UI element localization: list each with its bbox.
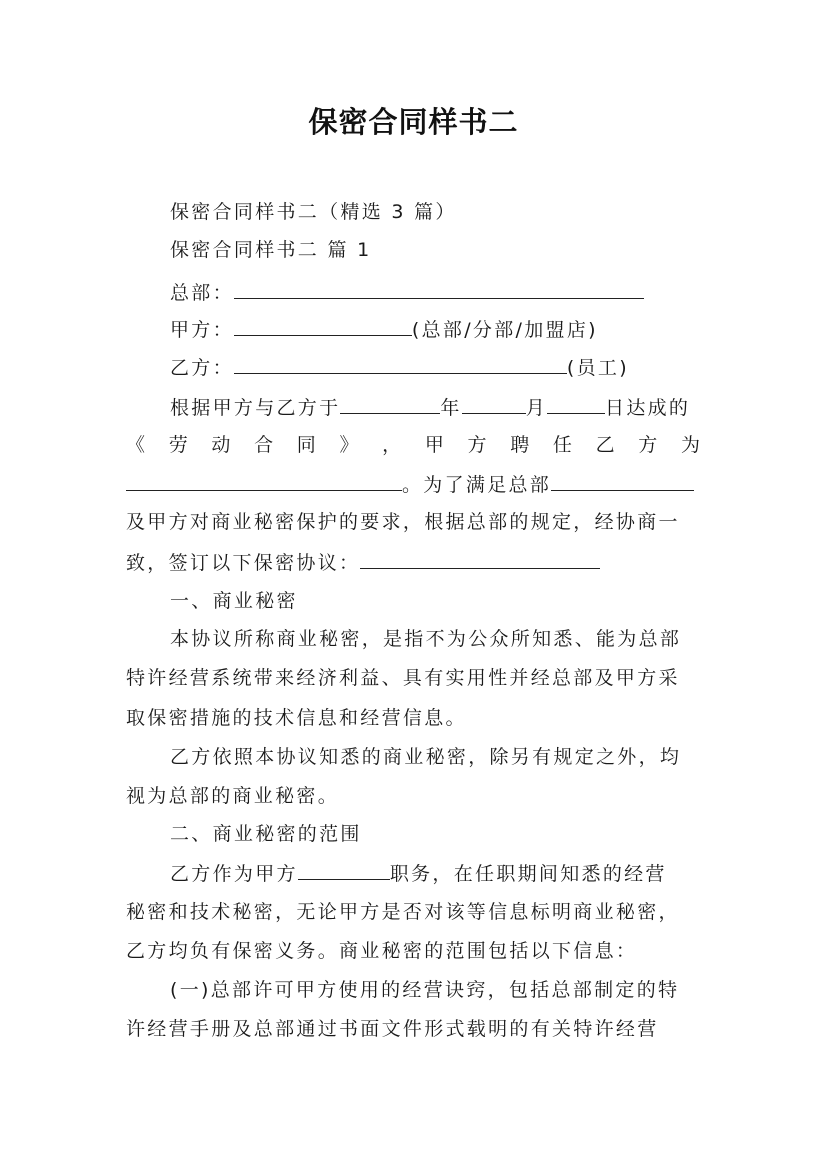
paragraph-line [126,510,680,534]
text: 乙方均负有保密义务。商业秘密的范围包括以下信息： [126,940,638,962]
char: 甲 [424,434,444,456]
party-b-line [170,355,629,380]
blank-field [298,861,390,880]
text: 年 [440,397,462,419]
text: 视为总部的商业秘密。 [126,785,340,807]
blank-field [234,317,412,336]
paragraph-line [170,395,690,420]
blank-field [462,395,526,414]
label: 甲方： [170,319,234,341]
paragraph-line [170,978,679,1002]
char: 合 [254,434,274,456]
char: 动 [211,434,231,456]
char: 同 [296,434,316,456]
char: 乙 [595,434,615,456]
text: 许经营手册及总部通过书面文件形式载明的有关特许经营 [126,1018,659,1040]
note: (员工) [566,357,629,379]
paragraph-line [126,550,600,575]
char: 为 [680,434,700,456]
paragraph-line [170,627,681,651]
text: 月 [525,397,548,419]
paragraph-line [126,706,467,730]
paragraph-line [126,939,637,963]
subtitle-line [170,200,457,224]
text: 致，签订以下保密协议： [126,552,361,574]
label: 乙方： [170,357,234,379]
document-title: 保密合同样书二 [308,105,519,139]
text: 特许经营系统带来经济利益、具有实用性并经总部及甲方采 [126,667,680,689]
blank-field [547,395,605,414]
text: 职务，在任职期间知悉的经营 [389,863,667,885]
text: 乙方作为甲方 [170,863,298,885]
char: 方 [467,434,487,456]
blank-field [360,550,600,569]
paragraph-line-justified [126,433,700,457]
char: 》 [339,434,359,456]
note: (总部/分部/加盟店) [411,319,598,341]
paragraph-line [126,900,680,924]
text: 二、商业秘密的范围 [170,823,362,845]
paragraph-line [126,784,339,808]
party-a-line [170,317,598,342]
blank-field [551,472,694,491]
text: 日达成的 [605,397,691,419]
char: 方 [638,434,658,456]
text: 根据甲方与乙方于 [170,397,341,419]
char: ， [382,434,402,456]
label: 总部： [170,282,234,304]
text: 乙方依照本协议知悉的商业秘密，除另有规定之外，均 [170,746,682,768]
paragraph-line [126,1017,659,1041]
paragraph-line [170,861,667,886]
blank-field [234,280,644,299]
section-heading [170,822,362,846]
text: 本协议所称商业秘密，是指不为公众所知悉、能为总部 [170,628,682,650]
text: (一)总部许可甲方使用的经营诀窍，包括总部制定的特 [170,979,680,1001]
section-heading [170,238,371,262]
text: 取保密措施的技术信息和经营信息。 [126,707,467,729]
blank-field [126,472,402,491]
text: 秘密和技术秘密，无论甲方是否对该等信息标明商业秘密， [126,901,680,923]
text: 一、商业秘密 [170,590,298,612]
headquarters-line [170,280,644,305]
char: 聘 [510,434,530,456]
blank-field [340,395,440,414]
paragraph-line [170,745,681,769]
char: 劳 [168,434,188,456]
char: 任 [552,434,572,456]
text: 。为了满足总部 [402,474,552,496]
text: 保密合同样书二 篇 1 [170,239,372,261]
text: 保密合同样书二（精选 3 篇） [170,201,457,223]
paragraph-line [126,472,694,497]
char: 《 [126,434,146,456]
paragraph-line [126,666,680,690]
section-heading [170,589,298,613]
text: 及甲方对商业秘密保护的要求，根据总部的规定，经协商一 [126,511,680,533]
blank-field [234,355,567,374]
